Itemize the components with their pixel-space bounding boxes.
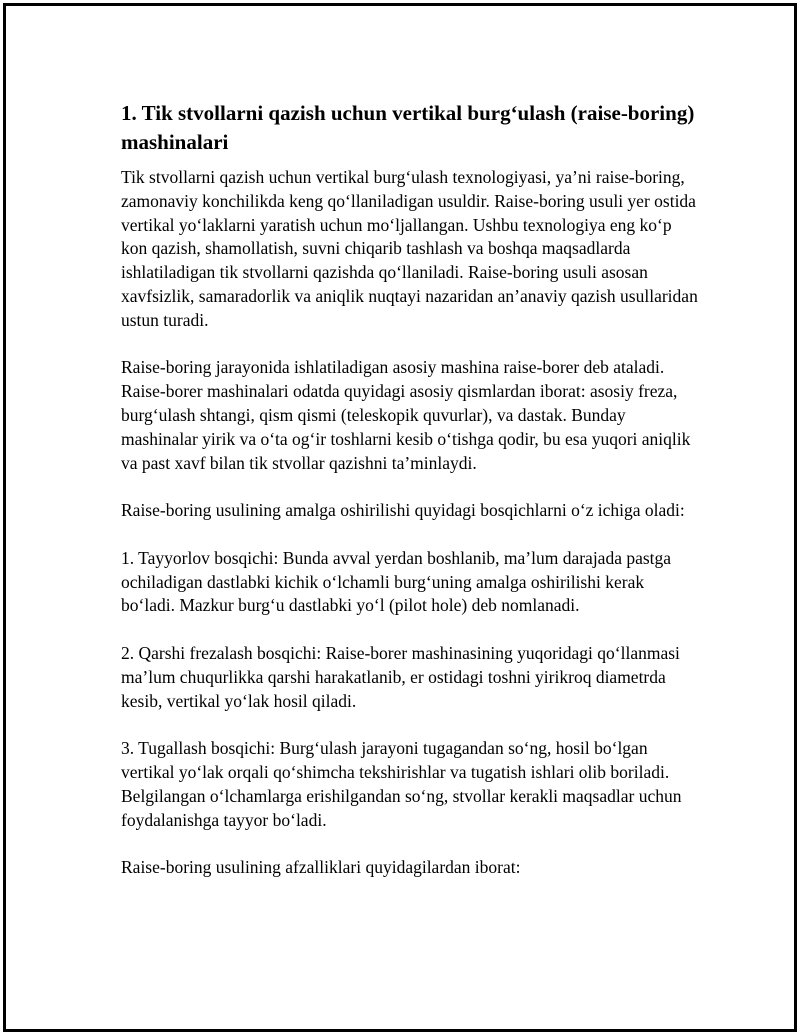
- paragraph-stage-1: 1. Tayyorlov bosqichi: Bunda avval yerdan boshlanib, ma’lum darajada pastga ochiladigan dastlabki kichik o‘lchamli burg‘uning amalga oshirilishi kerak bo‘ladi. Mazkur burg‘u dastlabki yo‘l (pilot hole) deb nomlanadi.: [121, 547, 672, 616]
- paragraph-raise-borer: Raise-boring jarayonida ishlatiladigan asosiy mashina raise-borer deb ataladi. Raise-borer mashinalari odatda quyidagi asosiy qismlardan iborat: asosiy freza, burg‘ulash shtangi, qism qismi (teleskopik quvurlar), va dastak. Bunday mashinalar yirik va o‘ta og‘ir toshlarni kesib o‘tishga qodir, bu esa yuqori aniqlik va past xavf bilan tik stvollar qazishni ta’minlaydi.: [121, 357, 691, 473]
- paragraph-stage-2: 2. Qarshi frezalash bosqichi: Raise-borer mashinasining yuqoridagi qo‘llanmasi ma’lum chuqurlikka qarshi harakatlanib, er ostidagi toshni yirikroq diametrda kesib, vertikal yo‘lak hosil qiladi.: [121, 642, 680, 711]
- paragraph-advantages-intro: Raise-boring usulining afzalliklari quyidagilardan iborat:: [121, 857, 521, 878]
- paragraph-stages-intro: Raise-boring usulining amalga oshirilishi quyidagi bosqichlarni o‘z ichiga oladi:: [121, 500, 685, 521]
- section-heading: 1. Tik stvollarni qazish uchun vertikal burg‘ulash (raise-boring) mashinalari: [121, 101, 695, 154]
- document-body: [121, 99, 701, 904]
- page-frame: [3, 3, 797, 1032]
- paragraph-stage-3: 3. Tugallash bosqichi: Burg‘ulash jarayoni tugagandan so‘ng, hosil bo‘lgan vertikal yo‘lak orqali qo‘shimcha tekshirishlar va tugatish ishlari olib boriladi. Belgilangan o‘lchamlarga erishilgandan so‘ng, stvollar kerakli maqsadlar uchun foydalanishga tayyor bo‘ladi.: [121, 738, 682, 830]
- paragraph-intro: Tik stvollarni qazish uchun vertikal burg‘ulash texnologiyasi, ya’ni raise-boring, zamonaviy konchilikda keng qo‘llaniladigan usuldir. Raise-boring usuli yer ostida vertikal yo‘laklarni yaratish uchun mo‘ljallangan. Ushbu texnologiya eng ko‘p kon qazish, shamollatish, suvni chiqarib tashlash va boshqa maqsadlarda ishlatiladigan tik stvollarni qazishda qo‘llaniladi. Raise-boring usuli asosan xavfsizlik, samaradorlik va aniqlik nuqtayi nazaridan an’anaviy qazish usullaridan ustun turadi.: [121, 167, 698, 330]
